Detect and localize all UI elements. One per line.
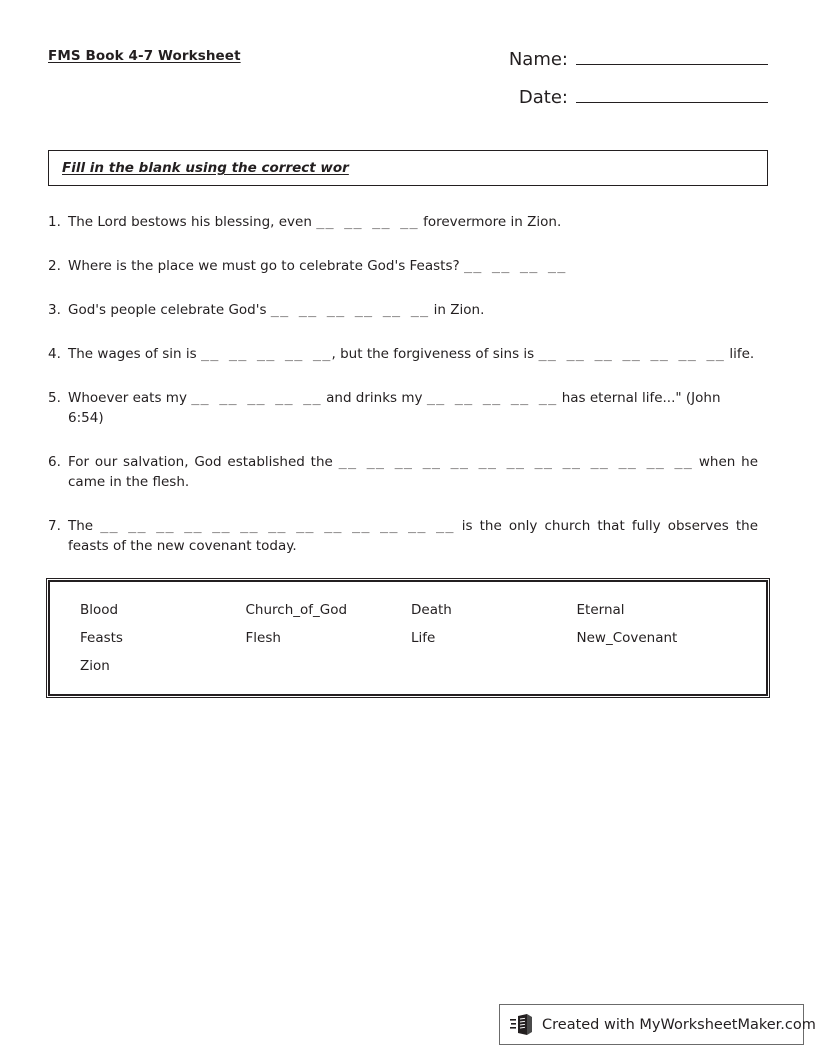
question-text (68, 344, 758, 364)
word-bank-word[interactable]: Eternal (576, 602, 625, 618)
word-bank-word[interactable]: Blood (80, 602, 119, 618)
page-title: FMS Book 4-7 Worksheet (48, 48, 241, 64)
question-item (48, 212, 758, 232)
created-with-badge[interactable] (499, 1004, 816, 1045)
question-text-segment: and drinks my (321, 390, 427, 406)
question-text (68, 212, 758, 232)
question-text-segment: has eternal life..." (John 6:54) (68, 390, 721, 426)
question-text-segment: The Lord bestows his blessing, even (68, 214, 317, 230)
word-bank-word[interactable]: Zion (80, 658, 110, 674)
word-bank-row (80, 596, 742, 624)
answer-blank[interactable]: __ __ __ __ __ __ __ (538, 346, 726, 362)
question-number: 1. (48, 214, 61, 230)
question-text (68, 300, 758, 320)
question-number: 3. (48, 302, 61, 318)
question-item (48, 452, 758, 492)
question-item (48, 516, 758, 556)
instruction-box (48, 150, 768, 186)
word-bank-word[interactable]: Feasts (80, 630, 123, 646)
question-number: 5. (48, 390, 61, 406)
answer-blank[interactable]: __ __ __ __ (316, 214, 419, 230)
questions-list (48, 212, 758, 580)
answer-blank[interactable]: __ __ __ __ __ __ (270, 302, 430, 318)
question-number: 6. (48, 454, 61, 470)
word-bank-rows (50, 596, 766, 680)
question-text-segment: when he came in the flesh. (68, 454, 759, 490)
question-item (48, 300, 758, 320)
question-text-segment: Where is the place we must go to celebrate God's Feasts? (68, 258, 464, 274)
word-bank-word[interactable]: Flesh (245, 630, 281, 646)
word-bank-word[interactable]: New_Covenant (576, 630, 678, 646)
answer-blank[interactable]: __ __ __ __ __ __ __ __ __ __ __ __ __ (100, 518, 455, 534)
worksheet-header (48, 44, 768, 124)
name-date-block (458, 44, 768, 120)
question-text-segment: God's people celebrate God's (68, 302, 271, 318)
badge-text: Created with MyWorksheetMaker.com (542, 1016, 816, 1033)
word-bank-box (48, 580, 768, 696)
name-row (458, 44, 768, 82)
question-item (48, 388, 758, 428)
question-text-segment: The (68, 518, 101, 534)
answer-blank[interactable]: __ __ __ __ __ __ __ __ __ __ __ __ __ (338, 454, 694, 470)
question-number: 2. (48, 258, 61, 274)
question-item (48, 344, 758, 364)
date-row (458, 82, 768, 120)
answer-blank[interactable]: __ __ __ __ (463, 258, 567, 274)
answer-blank[interactable]: __ __ __ __ __ (200, 346, 332, 362)
question-text-segment: in Zion. (429, 302, 485, 318)
question-number: 4. (48, 346, 61, 362)
question-item (48, 256, 758, 276)
question-number: 7. (48, 518, 61, 534)
name-input-line[interactable] (576, 44, 768, 65)
question-text-segment: , but the forgiveness of sins is (331, 346, 539, 362)
question-text-segment: is the only church that fully observes the feasts of the new covenant today. (68, 518, 758, 554)
answer-blank[interactable]: __ __ __ __ __ (426, 390, 558, 406)
worksheet-maker-logo-icon (510, 1013, 536, 1037)
question-text-segment: life. (725, 346, 755, 362)
word-bank-word[interactable]: Church_of_God (245, 602, 348, 618)
name-label: Name: (508, 49, 568, 70)
question-text-segment: The wages of sin is (68, 346, 201, 362)
question-text-segment: forevermore in Zion. (418, 214, 562, 230)
question-text (68, 452, 758, 492)
answer-blank[interactable]: __ __ __ __ __ (191, 390, 322, 406)
date-label: Date: (518, 87, 568, 108)
word-bank-row (80, 652, 742, 680)
word-bank-word[interactable]: Death (411, 602, 452, 618)
question-text-segment: Whoever eats my (68, 390, 192, 406)
word-bank-word[interactable]: Life (411, 630, 436, 646)
question-text-segment: For our salvation, God established the (68, 454, 339, 470)
question-text (68, 256, 758, 276)
date-input-line[interactable] (576, 82, 768, 103)
question-text (68, 516, 758, 556)
word-bank-row (80, 624, 742, 652)
instruction-text: Fill in the blank using the correct wor (62, 160, 349, 176)
question-text (68, 388, 758, 428)
